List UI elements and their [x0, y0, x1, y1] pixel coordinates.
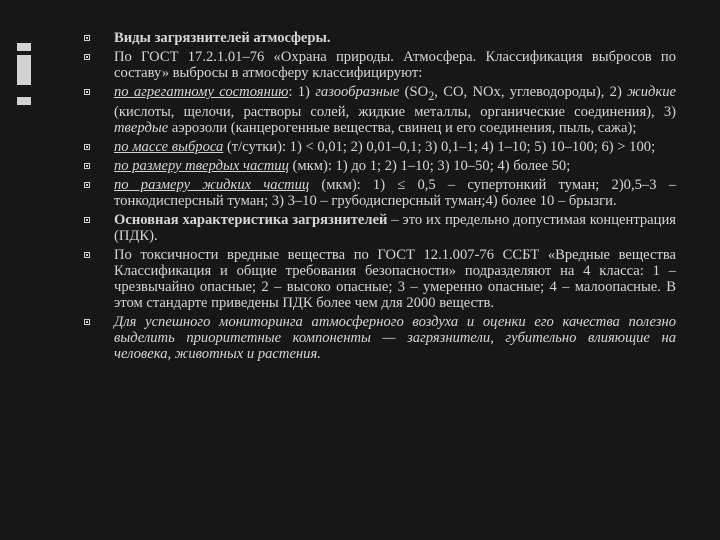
item-term: по размеру твердых частиц	[114, 157, 289, 174]
bullet-icon	[84, 182, 90, 188]
item-term: Основная характеристика загрязнителей	[114, 211, 388, 228]
slide-content	[84, 30, 676, 365]
list-item: по размеру жидких частиц (мкм): 1) ≤ 0,5 – супертонкий туман; 2)0,5–3 – тонкодисперсный туман; 3) 3–10 – грубодисперсный туман;4) более 10 – брызги.	[84, 177, 676, 209]
decor-bar	[17, 55, 31, 85]
bullet-icon	[84, 163, 90, 169]
item-term: по агрегатному состоянию	[114, 84, 289, 100]
item-term: по массе выброса	[114, 138, 224, 155]
bullet-icon	[84, 217, 90, 223]
decor-bar	[17, 97, 31, 105]
bullet-icon	[84, 89, 90, 95]
bullet-icon	[84, 319, 90, 325]
bullet-icon	[84, 252, 90, 258]
item-term: по размеру жидких частиц	[114, 176, 310, 193]
list-item	[84, 30, 676, 46]
bullet-icon	[84, 35, 90, 41]
item-text: Для успешного мониторинга атмосферного воздуха и оценки его качества полезно выделить приоритетные компоненты — загрязнители, губительно влияющие на человека, животных и растения.	[114, 313, 676, 362]
item-text: По токсичности вредные вещества по ГОСТ 12.1.007-76 ССБТ «Вредные вещества Классификация и общие требования безопасности» подразделяют на 4 класса: 1 – чрезвычайно опасные; 2 – высоко опасные; 3 – умеренно опасные; 4 – малоопасные. В этом стандарте приведены ПДК более чем для 2000 веществ.	[114, 246, 676, 311]
list-item: по агрегатному состоянию: 1) газообразные ($SO_2$, СО, NOх, углеводороды), 2) жидкие (кислоты, щелочи, растворы солей, жидкие металлы, органические соединения), 3) твердые аэрозоли (канцерогенные вещества, свинец и его соединения, пыль, сажа);	[84, 84, 676, 136]
decor-bar	[17, 43, 31, 51]
item-text: По ГОСТ 17.2.1.01–76 «Охрана природы. Атмосфера. Классификация выбросов по составу» выбросы в атмосферу классифицируют:	[114, 49, 676, 81]
list-item: Основная характеристика загрязнителей – это их предельно допустимая концентрация (ПДК).	[84, 212, 676, 244]
list-item: по размеру твердых частиц (мкм): 1) до 1; 2) 1–10; 3) 10–50; 4) более 50;	[84, 158, 676, 174]
bullet-icon	[84, 54, 90, 60]
list-item	[84, 314, 676, 362]
list-item	[84, 247, 676, 311]
bullet-icon	[84, 144, 90, 150]
item-heading: Виды загрязнителей атмосферы.	[114, 30, 331, 46]
list-item	[84, 49, 676, 81]
list-item: по массе выброса (т/сутки): 1) < 0,01; 2) 0,01–0,1; 3) 0,1–1; 4) 1–10; 5) 10–100; 6) > 100;	[84, 139, 676, 155]
